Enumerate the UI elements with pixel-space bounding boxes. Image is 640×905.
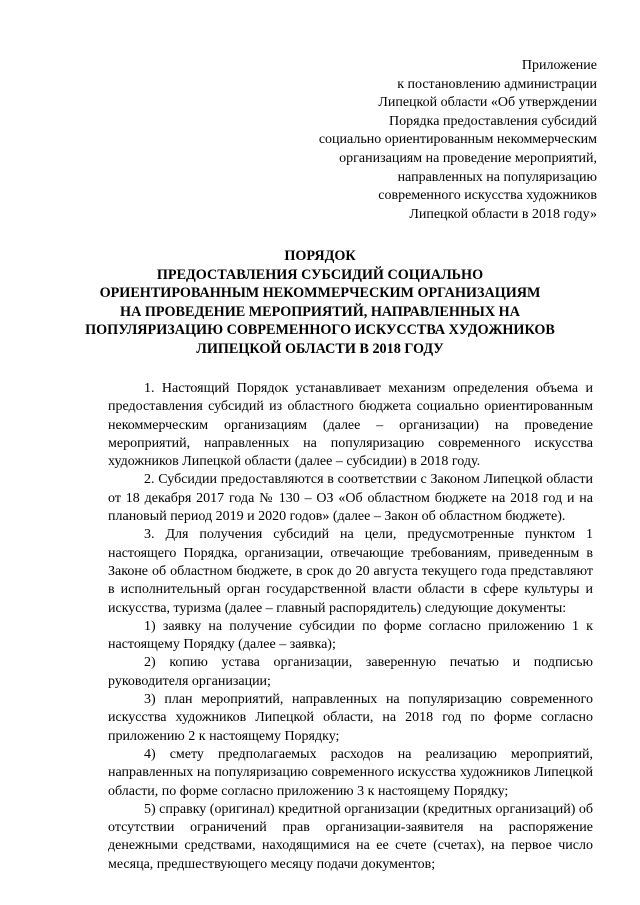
title-line: ПОРЯДОК [284, 248, 356, 264]
annex-line: Порядка предоставления субсидий [388, 113, 597, 129]
title-line: ОРИЕНТИРОВАННЫМ НЕКОММЕРЧЕСКИМ ОРГАНИЗАЦИЯМ [99, 285, 541, 302]
title-line: ПРЕДОСТАВЛЕНИЯ СУБСИДИЙ СОЦИАЛЬНО [156, 266, 484, 283]
annex-block [319, 57, 597, 224]
annex-line: социально ориентированным некоммерческим [318, 132, 597, 148]
annex-line: Липецкой области «Об утверждении [378, 95, 597, 111]
annex-line: направленных на популяризацию [397, 169, 597, 185]
annex-line: организациям на проведение мероприятий, [339, 150, 597, 166]
paragraph-3: 3. Для получения субсидий на цели, предусмотренные пунктом 1 настоящего Порядка, организации, отвечающие требованиям, приведенным в Законе об областном бюджете, в срок до 20 августа текущего года представляют в исполнительный орган государственной власти области в сфере культуры и искусства, туризма (далее – главный распорядитель) следующие документы: [108, 527, 593, 616]
paragraph-2: 2. Субсидии предоставляются в соответствии с Законом Липецкой области от 18 декабря 2017 года № 130 – ОЗ «Об областном бюджете на 2018 год и на плановый период 2019 и 2020 годов» (далее – Закон об областном бюджете). [108, 472, 593, 525]
title-line: НА ПРОВЕДЕНИЕ МЕРОПРИЯТИЙ, НАПРАВЛЕННЫХ НА [120, 303, 520, 320]
document-title [60, 247, 580, 359]
list-item-3: 3) план мероприятий, направленных на популяризацию современного искусства художников Липецкой области, на 2018 год по форме согласно приложению 2 к настоящему Порядку; [108, 692, 593, 744]
annex-line: современного искусства художников [378, 188, 597, 204]
annex-line: к постановлению администрации [397, 76, 597, 92]
document-body [108, 380, 593, 874]
list-item-5: 5) справку (оригинал) кредитной организации (кредитных организаций) об отсутствии ограничений прав организации-заявителя на распоряжение денежными средствами, находящимися на ее счете (счетах), на первое число месяца, предшествующего месяцу подачи документов; [108, 801, 593, 872]
list-item-4: 4) смету предполагаемых расходов на реализацию мероприятий, направленных на популяризацию современного искусства художников Липецкой области, по форме согласно приложению 3 к настоящему Порядку; [108, 746, 593, 799]
list-item-1: 1) заявку на получение субсидии по форме согласно приложению 1 к настоящему Порядку (далее – заявка); [108, 618, 593, 653]
annex-line: Липецкой области в 2018 году» [409, 206, 597, 222]
list-item-2: 2) копию устава организации, заверенную печатью и подписью руководителя организации; [108, 655, 593, 689]
title-line: ЛИПЕЦКОЙ ОБЛАСТИ В 2018 ГОДУ [196, 340, 444, 357]
title-line: ПОПУЛЯРИЗАЦИЮ СОВРЕМЕННОГО ИСКУССТВА ХУДОЖНИКОВ [85, 322, 555, 339]
annex-line: Приложение [521, 58, 597, 73]
paragraph-1: 1. Настоящий Порядок устанавливает механизм определения объема и предоставления субсидий из областного бюджета социально ориентированным некоммерческим организациям (далее – организации) на проведение мероприятий, направленных на популяризацию современного искусства художников Липецкой области (далее – субсидии) в 2018 году. [108, 381, 593, 470]
